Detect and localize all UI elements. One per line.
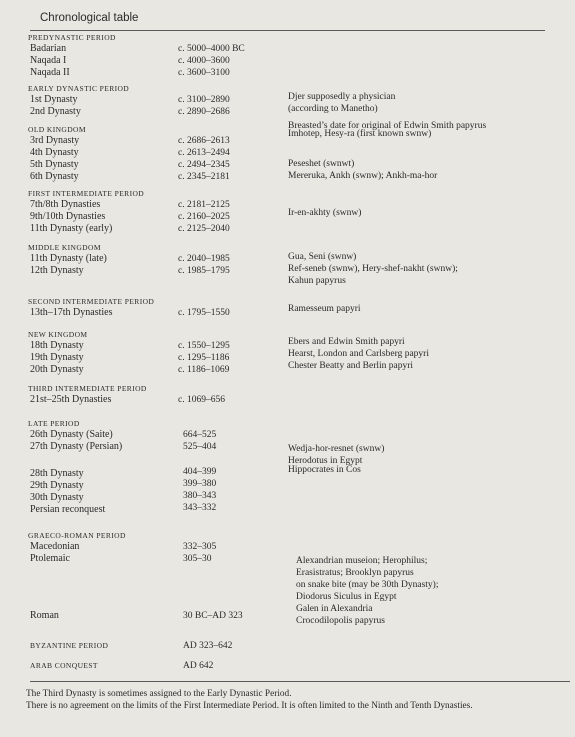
table-row	[28, 429, 568, 441]
era-notes: Alexandrian museion; Herophilus;	[296, 556, 428, 566]
period-early-dynastic	[28, 83, 568, 130]
table-row	[28, 501, 568, 513]
page-title: Chronological table	[40, 12, 139, 24]
period-heading: EARLY DYNASTIC PERIOD	[28, 84, 130, 93]
era-notes: Kahun papyrus	[288, 276, 346, 286]
era-notes: Ref-seneb (swnw), Hery-shef-nakht (swnw);	[288, 264, 458, 274]
era-notes: Mereruka, Ankh (swnw); Ankh-ma-hor	[288, 171, 438, 181]
table-row	[28, 55, 568, 67]
era-name: Persian reconquest	[30, 504, 106, 515]
era-dates: 343–332	[183, 503, 217, 513]
period-third-intermediate	[28, 383, 568, 406]
era-name: 26th Dynasty (Saite)	[30, 429, 113, 440]
era-name: 18th Dynasty	[30, 340, 84, 351]
era-dates: c. 5000–4000 BC	[178, 44, 245, 54]
period-new-kingdom	[28, 329, 568, 376]
footnote-line: There is no agreement on the limits of the First Intermediate Period. It is often limited to the Ninth and Tenth Dynasties.	[26, 700, 473, 711]
period-heading: FIRST INTERMEDIATE PERIOD	[28, 189, 145, 198]
era-notes: Herodotus in Egypt	[288, 456, 363, 466]
era-name: 29th Dynasty	[30, 480, 84, 491]
era-name: Roman	[30, 610, 59, 621]
era-dates: c. 1795–1550	[178, 308, 230, 318]
era-dates: c. 1550–1295	[178, 341, 230, 351]
era-name: 5th Dynasty	[30, 159, 79, 170]
era-name: 3rd Dynasty	[30, 135, 80, 146]
era-dates: c. 3600–3100	[178, 68, 230, 78]
period-heading: THIRD INTERMEDIATE PERIOD	[28, 384, 147, 393]
period-old-kingdom	[28, 124, 568, 195]
period-heading: ARAB CONQUEST	[30, 661, 98, 670]
table-row	[28, 304, 568, 319]
era-dates: c. 1069–656	[178, 395, 225, 405]
era-dates: c. 2890–2686	[178, 107, 230, 117]
era-dates: 305–30	[183, 554, 212, 564]
era-dates: c. 1295–1186	[178, 353, 230, 363]
table-row	[28, 208, 568, 223]
era-notes: Ebers and Edwin Smith papyri	[288, 337, 405, 347]
era-dates: 332–305	[183, 542, 217, 552]
era-dates: c. 1186–1069	[178, 365, 230, 375]
era-name: Naqada I	[30, 55, 67, 66]
era-name: 2nd Dynasty	[30, 106, 81, 117]
period-second-intermediate	[28, 296, 568, 319]
era-notes: Wedja-hor-resnet (swnw)	[288, 444, 385, 454]
period-heading: OLD KINGDOM	[28, 125, 86, 134]
era-dates: 404–399	[183, 467, 217, 477]
table-row	[28, 465, 568, 477]
era-notes: on snake bite (may be 30th Dynasty);	[296, 580, 439, 590]
era-dates: c. 4000–3600	[178, 56, 230, 66]
era-dates: c. 2686–2613	[178, 136, 230, 146]
era-dates: c. 2494–2345	[178, 160, 230, 170]
period-first-intermediate	[28, 188, 568, 235]
era-dates: 664–525	[183, 430, 217, 440]
top-rule	[30, 30, 545, 31]
era-notes: Peseshet (swnwt)	[288, 159, 355, 169]
era-notes: Imhotep, Hesy-ra (first known swnw)	[288, 129, 432, 139]
era-name: 12th Dynasty	[30, 265, 84, 276]
era-notes: Crocodilopolis papyrus	[296, 616, 385, 626]
era-name: 27th Dynasty (Persian)	[30, 441, 123, 452]
era-dates: c. 2181–2125	[178, 200, 230, 210]
era-notes: Ramesseum papyri	[288, 304, 361, 314]
period-heading: LATE PERIOD	[28, 419, 80, 428]
era-name: 13th–17th Dynasties	[30, 307, 113, 318]
table-row	[28, 277, 568, 289]
era-name: 4th Dynasty	[30, 147, 79, 158]
era-name: 1st Dynasty	[30, 94, 78, 105]
period-arab-conquest	[28, 660, 568, 672]
table-row	[28, 441, 568, 453]
era-name: Macedonian	[30, 541, 80, 552]
table-row	[28, 43, 568, 55]
era-name: 28th Dynasty	[30, 468, 84, 479]
period-heading: NEW KINGDOM	[28, 330, 88, 339]
era-dates: AD 642	[183, 661, 214, 671]
period-late	[28, 418, 568, 513]
era-name: 11th Dynasty (early)	[30, 223, 113, 234]
table-row	[28, 640, 568, 652]
table-row	[28, 361, 568, 376]
period-heading: GRAECO-ROMAN PERIOD	[28, 531, 126, 540]
table-row	[28, 67, 568, 79]
era-name: Naqada II	[30, 67, 70, 78]
era-name: 11th Dynasty (late)	[30, 253, 107, 264]
era-dates: 399–380	[183, 479, 217, 489]
era-name: Ptolemaic	[30, 553, 70, 564]
era-dates: 525–404	[183, 442, 217, 452]
era-name: 30th Dynasty	[30, 492, 84, 503]
period-middle-kingdom	[28, 242, 568, 289]
era-notes: Galen in Alexandria	[296, 604, 373, 614]
era-dates: 30 BC–AD 323	[183, 611, 243, 621]
era-dates: c. 2040–1985	[178, 254, 230, 264]
era-notes: Gua, Seni (swnw)	[288, 252, 357, 262]
footnote-line: The Third Dynasty is sometimes assigned to the Early Dynastic Period.	[26, 689, 292, 699]
era-name: 21st–25th Dynasties	[30, 394, 112, 405]
era-notes: Diodorus Siculus in Egypt	[296, 592, 397, 602]
era-notes: Chester Beatty and Berlin papyri	[288, 361, 414, 371]
period-heading: BYZANTINE PERIOD	[30, 641, 109, 650]
table-row	[28, 171, 568, 183]
era-dates: c. 2160–2025	[178, 212, 230, 222]
period-byzantine	[28, 640, 568, 652]
era-notes: Erasistratus; Brooklyn papyrus	[296, 568, 414, 578]
era-dates: c. 3100–2890	[178, 95, 230, 105]
era-notes: (according to Manetho)	[288, 104, 378, 114]
era-dates: 380–343	[183, 491, 217, 501]
footnotes	[26, 689, 556, 712]
era-name: 9th/10th Dynasties	[30, 211, 106, 222]
bottom-rule	[30, 681, 570, 682]
era-name: 19th Dynasty	[30, 352, 84, 363]
era-notes: Hearst, London and Carlsberg papyri	[288, 349, 429, 359]
era-notes: Hippocrates in Cos	[288, 465, 361, 475]
table-row	[28, 660, 568, 672]
era-dates: c. 2613–2494	[178, 148, 230, 158]
era-dates: AD 323–642	[183, 641, 233, 651]
era-name: 7th/8th Dynasties	[30, 199, 101, 210]
table-row	[28, 541, 568, 553]
era-name: Badarian	[30, 43, 67, 54]
period-graeco-roman	[28, 530, 568, 637]
period-predynastic	[28, 32, 568, 79]
table-row	[28, 477, 568, 489]
era-notes: Breasted’s date for original of Edwin Smith papyrus	[288, 121, 487, 131]
era-notes: Djer supposedly a physician	[288, 92, 396, 102]
era-dates: c. 1985–1795	[178, 266, 230, 276]
table-row	[28, 106, 568, 118]
table-row	[28, 223, 568, 235]
era-dates: c. 2125–2040	[178, 224, 230, 234]
era-notes: Ir-en-akhty (swnw)	[288, 208, 362, 218]
period-heading: PREDYNASTIC PERIOD	[28, 33, 116, 42]
era-dates: c. 2345–2181	[178, 172, 230, 182]
era-name: 20th Dynasty	[30, 364, 84, 375]
table-row	[28, 394, 568, 406]
table-row	[28, 489, 568, 501]
period-heading: MIDDLE KINGDOM	[28, 243, 101, 252]
period-heading: SECOND INTERMEDIATE PERIOD	[28, 297, 155, 306]
era-name: 6th Dynasty	[30, 171, 79, 182]
